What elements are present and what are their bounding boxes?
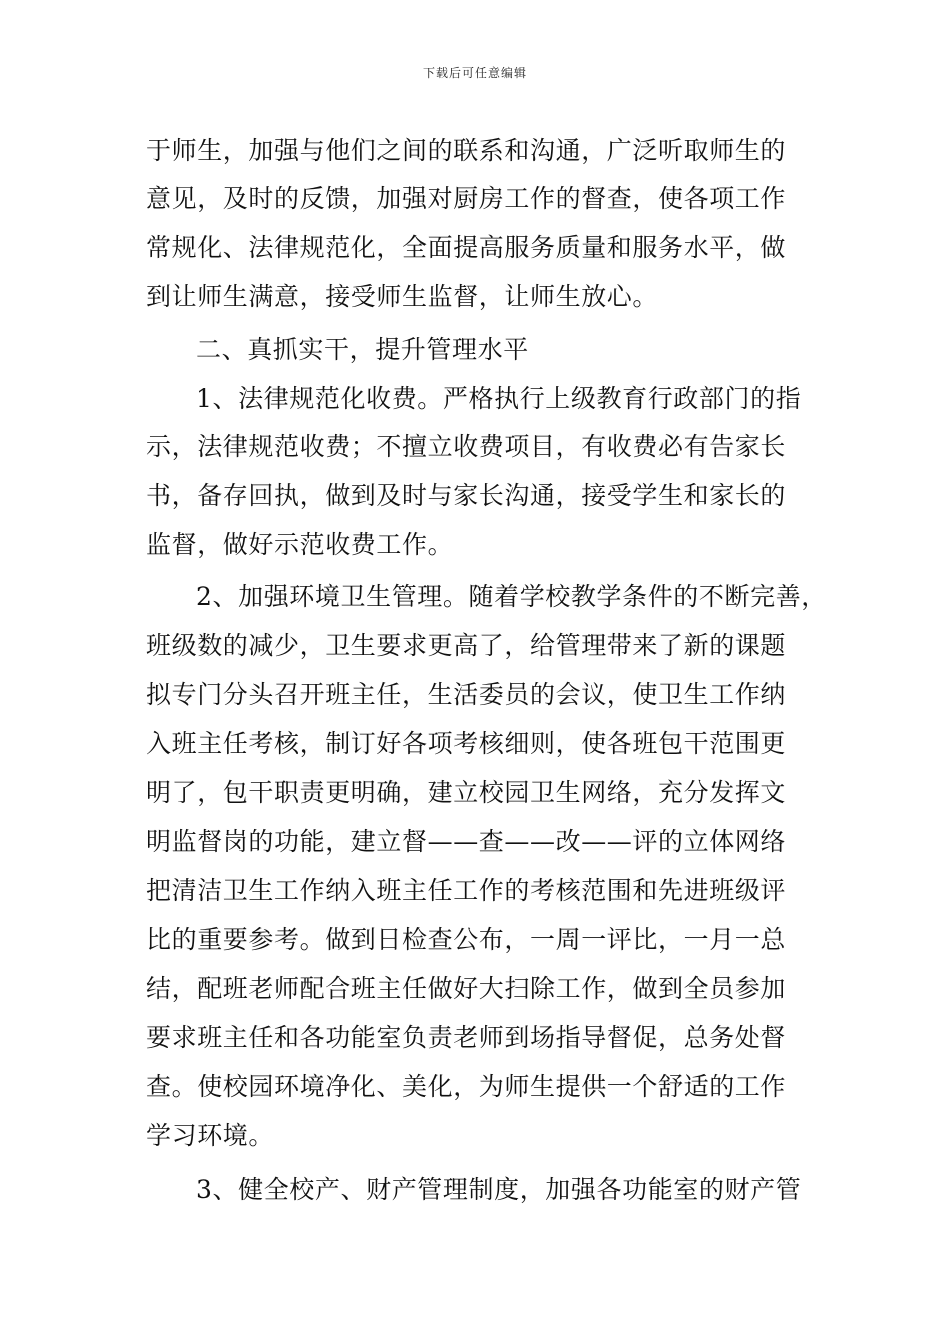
body-line: 于师生，加强与他们之间的联系和沟通，广泛听取师生的 (146, 136, 787, 165)
body-line: 班级数的减少，卫生要求更高了，给管理带来了新的课题 (146, 631, 787, 660)
body-line: 学习环境。 (146, 1121, 275, 1150)
body-line: 明了，包干职责更明确，建立校园卫生网络，充分发挥文 (146, 778, 787, 807)
body-line: 明监督岗的功能，建立督——查——改——评的立体网络 (146, 827, 787, 856)
body-line: 示，法律规范收费；不擅立收费项目，有收费必有告家长 (146, 432, 787, 461)
body-line: 监督，做好示范收费工作。 (146, 530, 454, 559)
body-line: 常规化、法律规范化，全面提高服务质量和服务水平，做 (146, 233, 787, 262)
body-line: 入班主任考核，制订好各项考核细则，使各班包干范围更 (146, 729, 787, 758)
body-line: 1、法律规范化收费。严格执行上级教育行政部门的指 (196, 384, 802, 413)
body-line: 结，配班老师配合班主任做好大扫除工作，做到全员参加 (146, 974, 787, 1003)
body-line: 要求班主任和各功能室负责老师到场指导督促，总务处督 (146, 1023, 787, 1052)
body-line: 把清洁卫生工作纳入班主任工作的考核范围和先进班级评 (146, 876, 787, 905)
section-heading: 二、真抓实干，提升管理水平 (196, 335, 529, 364)
body-line: 书，备存回执，做到及时与家长沟通，接受学生和家长的 (146, 481, 787, 510)
body-line: 3、健全校产、财产管理制度，加强各功能室的财产管 (196, 1175, 802, 1204)
body-line: 2、加强环境卫生管理。随着学校教学条件的不断完善， (196, 582, 827, 611)
body-line: 查。使校园环境净化、美化，为师生提供一个舒适的工作 (146, 1072, 787, 1101)
body-line: 拟专门分头召开班主任，生活委员的会议，使卫生工作纳 (146, 680, 787, 709)
body-line: 比的重要参考。做到日检查公布，一周一评比，一月一总 (146, 925, 787, 954)
body-line: 意见，及时的反馈，加强对厨房工作的督查，使各项工作 (146, 184, 787, 213)
header-note: 下载后可任意编辑 (422, 66, 527, 80)
body-line: 到让师生满意，接受师生监督，让师生放心。 (146, 282, 659, 311)
